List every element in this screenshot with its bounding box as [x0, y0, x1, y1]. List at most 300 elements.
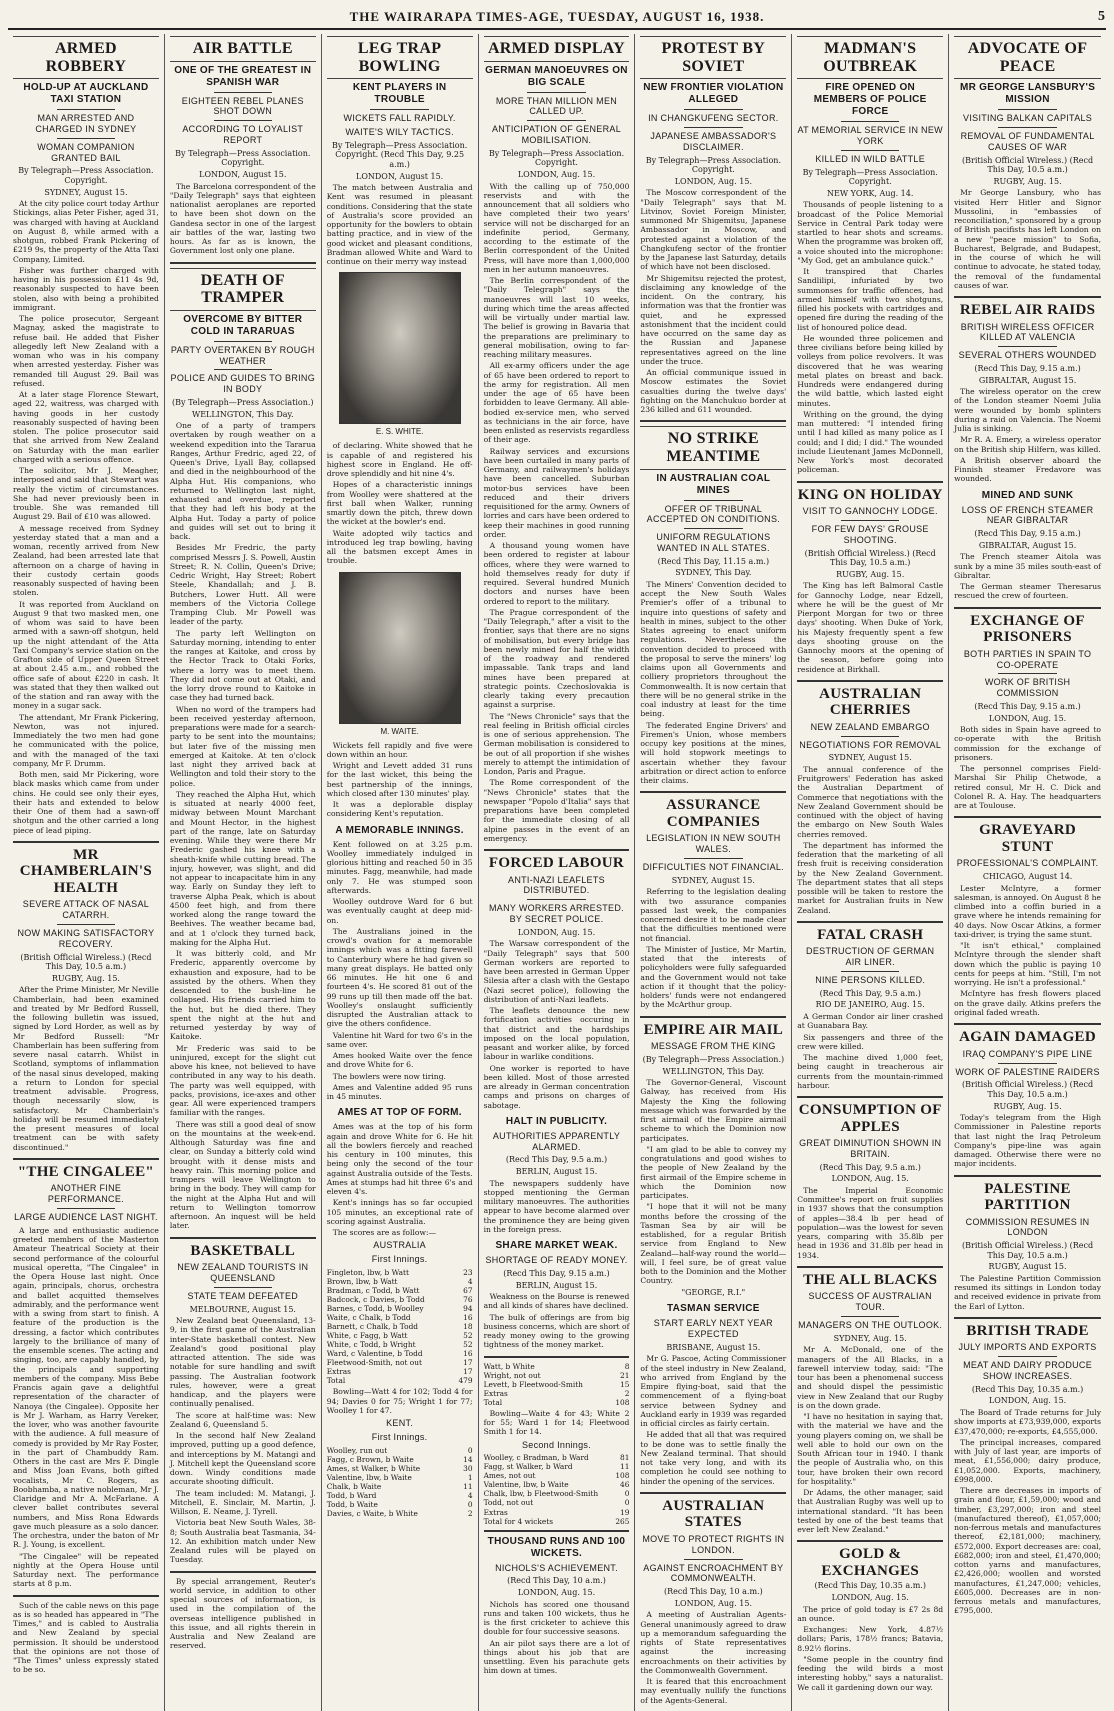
photo-caption: M. WAITE.	[380, 726, 419, 736]
subheadline: IN AUSTRALIAN COAL MINES	[656, 472, 771, 496]
column-1	[8, 34, 165, 1711]
subheadline: KENT PLAYERS IN TROUBLE	[352, 82, 447, 106]
subheadline: LOSS OF FRENCH STEAMER NEAR GIBRALTAR	[961, 504, 1094, 526]
runs: 1	[467, 1472, 473, 1482]
score-row	[484, 1389, 630, 1398]
paragraph: In the second half New Zealand improved, putting up a good defence, and interceptions by M. Matangi and J. Mitchell kept the Queensland score down. Windy conditions made accurate shooting difficult.	[169, 1431, 316, 1487]
batsman: Woolley, c Bradman, b Ward	[483, 1453, 589, 1463]
subheadline: MANY WORKERS ARRESTED. BY SECRET POLICE.	[489, 903, 624, 924]
paragraph: The department has informed the federation that the marketing of all fresh fruit is receiving consideration by the New Zealand Government. The department states that all steps possible will be taken to restore the market for Australian fruits in New Zealand.	[797, 840, 944, 915]
credit: (Recd This Day, 9.5 a.m.)	[819, 988, 921, 998]
headline: PALESTINE PARTITION	[984, 1180, 1071, 1214]
headline: ASSURANCE COMPANIES	[666, 797, 761, 830]
masthead-title: THE WAIRARAPA TIMES-AGE, TUESDAY, AUGUST 16, 1938.	[349, 9, 765, 24]
credit: (British Official Wireless.) (Recd This Day, 10.5 a.m.)	[962, 155, 1094, 175]
paragraph: Mr George Lansbury, who has visited Herr Hitler and Signor Mussolini, in "embassies of reconciliation," sponsored by a group of British pacifists has left London on a new "peace mission" to Sofia, Bucharest, Belgrade, and Budapest, in the course of which he will continue to advocate, he stated today, the removal of the fundamental causes of war.	[954, 188, 1101, 290]
score-row	[484, 1453, 630, 1462]
article-rebel-air-raids	[954, 302, 1101, 484]
paragraph: The Board of Trade returns for July show imports at £73,939,000, exports £37,470,000; re-exports, £4,555,000.	[954, 1408, 1101, 1436]
paragraph: The police prosecutor, Sergeant Magnay, asked the magistrate to refuse bail. He added that Fisher allegedly left New Zealand with a woman who was in his company when arrested yesterday. Fisher was remanded till August 29. Bail was refused.	[13, 314, 159, 388]
paragraph: With the calling up of 750,000 reservists and with the announcement that all soldiers who have completed their two years' service will not be discharged for an indefinite period, Germany, according to the estimate of the Berlin correspondent of the United Press, will have more than 1,000,000 men in her autumn manoeuvres.	[483, 181, 630, 274]
subheadline: ONE OF THE GREATEST IN SPANISH WAR	[174, 64, 312, 88]
dateline: BERLIN, August 15.	[515, 1167, 598, 1177]
innings-heading: First Innings.	[371, 1431, 428, 1442]
paragraph: Valentine hit Ward for two 6's in the same over.	[326, 1030, 473, 1049]
paragraph: Lester McIntyre, a former salesman, is annoyed. On August 8 he climbed into a coffin buried in a grave where he intends remaining for 40 days. Now Oscar Atkins, a former taxi-driver, is trying the same stunt.	[954, 883, 1101, 939]
dateline: GIBRALTAR, August 15.	[978, 375, 1077, 385]
paragraph: A British observer aboard the Finnish steamer Fredavore was wounded.	[954, 455, 1101, 484]
paragraph: An official communique issued in Moscow estimates the Soviet casualties during the twelve days' fighting on the Manchukuo border at 236 killed and 611 wounded.	[640, 368, 787, 415]
score-total: Total 479	[326, 1376, 473, 1386]
batsman: Barnes, c Todd, b Woolley	[326, 1304, 424, 1314]
paragraph: Fisher was further charged with having in his possession £11 4s 9d, reasonably suspected to have been stolen, also with being a prohibited immigrant.	[13, 265, 159, 312]
subheadline: MAN ARRESTED AND CHARGED IN SYDNEY	[35, 113, 137, 134]
batsman: Chalk, b Waite	[326, 1481, 382, 1491]
subheadline: IN CHANGKUFENG SECTOR.	[648, 113, 779, 124]
score-row	[327, 1349, 473, 1358]
bowling-figures: Bowling—Watt 4 for 102; Todd 4 for 94; Davies 0 for 75; Wright 1 for 77; Woolley 1 for 47.	[326, 1387, 473, 1415]
dateline: NEW YORK, Aug. 14.	[827, 188, 914, 198]
article-forced-labour	[484, 855, 630, 1110]
dateline: LONDON, Aug. 15.	[517, 1587, 596, 1597]
subheadline: IRAQ COMPANY'S PIPE LINE	[962, 1048, 1093, 1059]
subheadline: VISIT TO GANNOCHY LODGE.	[802, 506, 938, 517]
paragraph: Mr G. Pascoe, Acting Commissioner of the steel industry in New Zealand, who arrived from England by the Empire flying-boat, said that the commencement of a flying-boat service between Sydney and Auckland early in 1939 was regarded in official circles as fairly certain.	[640, 1354, 787, 1429]
runs: 0	[624, 1489, 630, 1499]
runs: 11	[463, 1481, 473, 1491]
paragraph: The party left Wellington on Saturday morning, intending to enter the ranges at Kaitoke, and cross by the Hector Track to Otaki Forks, where a lorry was to meet them. They did not come out at Otaki, and the lorry drove round to Kaitoke in case they had turned back.	[169, 628, 316, 703]
portrait-photo	[339, 572, 461, 724]
paragraph: At the city police court today Arthur Stickings, alias Peter Fisher, aged 31, was charged with having at Auckland on August 8, while armed with a shotgun, robbed Frank Pickering of £219 9s, the property of the Atta Taxi Company, Limited.	[13, 199, 159, 264]
paragraph: The Rome correspondent of the "News Chronicle" states that the newspaper "Popolo d'Italia" says that preparations have been completed for the immediate closing of all alpine passes in the event of an emergency.	[483, 778, 630, 843]
subheadline: ANTICIPATION OF GENERAL MOBILISATION.	[491, 124, 622, 145]
score-row	[484, 1371, 630, 1380]
paragraph: "I am glad to be able to convey my congratulations and good wishes to the people of New Zealand by the first airmail of the Empire scheme in which the Dominion now participates.	[640, 1144, 787, 1201]
paragraph: Wright and Levett added 31 runs for the last wicket, this being the best partnership of the innings, which closed after 130 minutes' play.	[326, 761, 473, 798]
article-nichols	[484, 1536, 630, 1676]
headline: AIR BATTLE	[170, 36, 316, 62]
score-row	[484, 1462, 630, 1471]
subheadline: GERMAN MANOEUVRES ON BIG SCALE	[485, 64, 628, 88]
runs: 14	[463, 1454, 473, 1464]
headline: AGAIN DAMAGED	[959, 1029, 1096, 1046]
headline: DEATH OF TRAMPER	[170, 268, 316, 311]
column-7	[949, 34, 1106, 1711]
paragraph: All ex-army officers under the age of 65 have been ordered to report to the army for registration. All men under the age of 65 have been forbidden to leave Germany. All able-bodied ex-service men, who served as technicians in the air force, have been enlisted as reservists regardless of their age.	[483, 361, 630, 445]
innings-heading: Second Innings.	[521, 1439, 592, 1450]
paragraph: The attendant, Mr Frank Pickering, Newton, was not injured. Immediately the two men had gone he communicated with the police, and with the managed of the taxi company, Mr F. Drumm.	[13, 712, 159, 768]
dateline: LONDON, Aug. 15.	[517, 927, 596, 937]
score-row	[327, 1277, 473, 1286]
subheadline: NEW ZEALAND TOURISTS IN QUEENSLAND	[177, 1262, 309, 1283]
batsman: Fagg, c Brown, b Waite	[326, 1454, 414, 1464]
paragraph: The federated Engine Drivers' and Firemen's Union, whose members occupy key positions at the mines, will hold stopwork meetings to ascertain whether they favour arbitration or direct action to enforce their claims.	[640, 720, 787, 786]
headline: GOLD & EXCHANGES	[821, 1546, 920, 1579]
copyright-notice: Such of the cable news on this page as is so headed has appeared in "The Times," and is cabled to Australia and New Zealand by special permission. It should be understood that the opinions are not those of "The Times" unless expressly stated to be so.	[13, 1600, 159, 1675]
batsman: Fingleton, lbw, b Watt	[326, 1268, 409, 1277]
bowling-figures: Bowling—Waite 4 for 43; White 2 for 55; Ward 1 for 14; Fleetwood Smith 1 for 14.	[483, 1408, 630, 1437]
subheadline: WORK OF PALESTINE RAIDERS	[955, 1066, 1100, 1077]
paragraph: An air pilot says there are a lot of things about his job that are unsettling. Even his parachute gets him down at times.	[483, 1638, 630, 1676]
article-king-holiday	[797, 487, 943, 674]
score-row	[327, 1482, 473, 1491]
article-leg-trap-bowling	[327, 36, 473, 819]
runs: 18	[463, 1322, 473, 1332]
team-heading: AUSTRALIA	[373, 1240, 426, 1251]
dateline: RUGBY, Aug. 15.	[993, 176, 1062, 186]
dateline: SYDNEY, This Day.	[675, 568, 752, 578]
paragraph: There was still a good deal of snow on the mountains at the week-end. Although Saturday was fine and clear, on Sunday a bitterly cold wind brought with it dense mists and heavy rain. This morning police and trampers will leave Wellington to bring in the body. They will camp for the night at the Alpha Hut and will return to Wellington tomorrow afternoon. An inquest will be held later.	[169, 1119, 316, 1231]
subheadline: JAPANESE AMBASSADOR'S DISCLAIMER.	[650, 130, 777, 152]
paragraph: He added that all that was required to be done was to settle finally the New Zealand terminal. That should not take very long, and with its completion he could see nothing to hinder the opening of the services.	[640, 1430, 787, 1486]
headline: AUSTRALIAN CHERRIES	[819, 685, 922, 719]
runs: 17	[463, 1358, 473, 1368]
headline: "THE CINGALEE"	[17, 1163, 155, 1180]
paragraph: It was a deplorable display considering Kent's reputation.	[326, 800, 473, 819]
article-tasman-service	[640, 1303, 786, 1486]
paragraph: The annual conference of the Fruitgrowers' Federation has asked the Australian Department of Commerce that negotiations with the New Zealand Government should be continued with the object of having the embargo on New South Wales cherries removed.	[797, 764, 944, 839]
subheadline: LARGE AUDIENCE LAST NIGHT.	[14, 1211, 158, 1222]
runs: 2	[467, 1508, 473, 1518]
credit: By Telegraph—Press Association. Copyright.	[175, 148, 311, 168]
article-again-damaged	[954, 1029, 1101, 1168]
score-row	[484, 1489, 630, 1498]
article-empire-air-mail	[640, 1022, 786, 1298]
columns	[8, 34, 1106, 1705]
paragraph: Dr Adams, the other manager, said that Australian Rugby was well up to international standard. "It has been tested by one of the best teams that ever left New Zealand."	[797, 1488, 944, 1535]
score-row	[484, 1498, 630, 1507]
headline: EXCHANGE OF PRISONERS	[970, 612, 1085, 646]
credit: (Recd This Day, 10 a.m.)	[663, 1587, 763, 1597]
credit: (Recd This Day, 9.5 a.m.)	[819, 1162, 921, 1172]
paragraph: The wireless operator on the crew of the London steamer Noemi Julia were wounded by bomb splinters during a raid on Valencia. The Noemi Julia is sinking.	[954, 387, 1101, 434]
column-2	[165, 34, 322, 1711]
batsman: Ames, not out	[483, 1471, 536, 1481]
score-row	[327, 1491, 473, 1500]
subheadline: TASMAN SERVICE	[666, 1303, 760, 1315]
credit: By Telegraph—Press Association. Copyright.	[18, 166, 154, 185]
article-madman	[797, 36, 943, 475]
subheadline: NOW MAKING SATISFACTORY RECOVERY.	[17, 928, 155, 949]
paragraph: The German steamer Theresarus rescued the crew of fourteen.	[954, 582, 1101, 601]
paragraph: A large and enthusiastic audience greeted members of the Masterton Amateur Theatrical Society at their second performance of the colourful musical operetta, "The Cingalee" in the Opera House last night. Once again, principals, chorus, orchestra and ballet acquitted themselves admirably, and the performance went with a swing from start to finish. A feature of the production is the dressing, a factor which contributes largely to the brilliance of many of the ensemble scenes. The acting and singing, too, are capably handled, by the principals and supporting members of the company. Miss Bebe Francis again gave a delightful representation of the character of Nanoya (the Cingalee). Opposite her is Mr J. Warham, as Harry Vereker, the lover, who was another favourite with the audience. A full measure of comedy is provided by Mr Ray Foster, in the part of Chambuddy Ram. Others in the cast are Mrs F. Dingle and Miss Joan Evans, both gifted vocalists, Mr C. Rogers, as Boobhamba, a native nobleman, Mr J. Claridge and Mr A. McFarlane. A clever ballet contributes several numbers, and Miss Rona Edwards gave much pleasure as a solo dancer. The orchestra, under the baton of Mr R. J. Young, is excellent.	[13, 1225, 159, 1550]
paragraph: It is feared that this encroachment may eventually nullify the functions of the Agents-General.	[640, 1677, 787, 1705]
dateline: SYDNEY, August 15.	[44, 187, 128, 197]
team-heading: KENT.	[386, 1418, 414, 1429]
article-australian-states	[640, 1498, 786, 1705]
dateline: LONDON, August 15.	[199, 169, 287, 179]
paragraph: It transpired that Charles Sandlilipi, infuriated by two summonses for traffic offences, had armed himself with two shotguns, filled his pockets with cartridges and opened fire during the reading of the list of honoured police dead.	[797, 267, 944, 332]
credit: (Recd This Day, 10 a.m.)	[507, 1576, 606, 1586]
headline: REBEL AIR RAIDS	[959, 302, 1096, 319]
paragraph: "It isn't ethical," complained McIntyre through the slender shaft down which the public is paying 10 cents for peeps at him. "Still, I'm not worrying. He isn't a professional."	[954, 941, 1101, 988]
score-row	[327, 1473, 473, 1482]
paragraph: A message received from Sydney yesterday stated that a man and a woman, recently arrived from New Zealand, had been arrested late that afternoon on a charge of having in their custody certain goods reasonably suspected of having been stolen.	[13, 523, 159, 598]
paragraph: The Barcelona correspondent of the "Daily Telegraph" says that eighteen nationalist aeroplanes are reported to have been shot down on the Gandesa sector in one of the largest air battles of the war, lasting two hours. As far as is known, the Government lost only one plane.	[169, 181, 316, 256]
runs: 30	[463, 1463, 473, 1473]
paragraph: It was reported from Auckland on August 9 that two masked men, one of whom was said to have been armed with a sawn-off shotgun, held up the night attendant of the Atta Taxi Company's service station on the Grafton side of Upper Queen Street at about 2.45 a.m., and robbed the office safe of about £220 in cash. It was stated that they then walked out of the station and ran away with the money in a sugar sack.	[13, 599, 159, 711]
paragraph: There are decreases in imports of grain and flour, £1,59,000; wood and timber, £3,297,000; iron and steel (manufactured thereof), £1,057,000; non-ferrous metals and manufactures thereof, £2,181,000; machinery, £572,000. Export decreases are: coal, £682,000; iron and steel, £1,470,000; cotton yarns and manufactures, £2,426,000; woollen and worsted manufactures, £1,247,000; vehicles, £605,000. Decreases are in non-ferrous metals and manufactures, £795,000.	[954, 1486, 1101, 1616]
score-total: Total for 4 wickets 265	[483, 1516, 630, 1526]
dateline: RUGBY, Aug. 15.	[993, 1101, 1062, 1111]
paragraph: Mr Frederic was said to be uninjured, except for the slight cut above his knee, not believed to have contributed in any way to his death. The party was well equipped, with packs, provisions, ice-axes and other gear. All were experienced trampers familiar with the ranges.	[169, 1043, 316, 1118]
paragraph: Mr A. McDonald, one of the managers of the All Blacks, in a farewell interview today, said: "The tour has been a phenomenal success and should dispel the pessimistic view in New Zealand that our Rugby is on the down grade.	[797, 1345, 944, 1410]
runs: 2	[624, 1388, 630, 1398]
article-ames	[327, 1107, 473, 1518]
headline: FORCED LABOUR	[488, 855, 625, 872]
batsman: Levett, b Fleetwood-Smith	[483, 1379, 583, 1389]
paragraph: It was bitterly cold, and Mr Frederic, apparently overcome by exhaustion and exposure, had to be assisted by the others. When they descended to the bush-line he collapsed. His friends carried him to the hut, but he died there. They spent the night at the hut and returned yesterday by way of Kaitoke.	[169, 949, 316, 1042]
paragraph: A German Condor air liner crashed at Guanabara Bay.	[797, 1012, 944, 1031]
subheadline: SEVERE ATTACK OF NASAL CATARRH.	[22, 899, 150, 921]
runs: 108	[615, 1471, 630, 1481]
subheadline: MINED AND SUNK	[981, 489, 1074, 501]
paragraph: "I have no hesitation in saying that, with the material we have and the young players coming on, we shall be well able to hold our own on the South African tour in 1940. I thank the people of Australia who, on this tour, have broken their own record for hospitality."	[797, 1412, 944, 1486]
credit: (British Official Wireless.) (Recd This Day, 10.5 a.m.)	[20, 952, 152, 972]
paragraph: Ames and Valentine added 95 runs in 45 minutes.	[326, 1082, 473, 1102]
paragraph: The Moscow correspondent of the "Daily Telegraph" says that M. Litvinov, Soviet Foreign Minister, summoned Mr Shigemitsu, Japanese Ambassador in Moscow, and protested against a violation of the Changkufeng sector of the frontier by the Japanese last Saturday, details of which have not been disclosed.	[640, 188, 787, 272]
batsman: Fleetwood-Smith, not out	[326, 1358, 422, 1368]
paragraph: Today's telegram from the High Commissioner in Palestine reports that last night the Iraq Petroleum Company's pipe-line was again damaged. Otherwise there were no major incidents.	[954, 1113, 1101, 1169]
subheadline: BRITISH WIRELESS OFFICER KILLED AT VALENCIA	[960, 321, 1095, 343]
batsman: Brown, lbw, b Watt	[326, 1277, 398, 1287]
subheadline: MESSAGE FROM THE KING	[651, 1041, 776, 1052]
score-row	[327, 1340, 473, 1349]
subheadline: LEGISLATION IN NEW SOUTH WALES.	[646, 833, 781, 855]
dateline: RUGBY, August 15.	[988, 1262, 1067, 1272]
credit: (Recd This Day, 9.15 a.m.)	[974, 529, 1081, 539]
score-row	[484, 1471, 630, 1480]
dateline: LONDON, Aug. 15.	[988, 713, 1067, 723]
dateline: LONDON, Aug. 15.	[674, 176, 752, 186]
dateline: RUGBY, Aug. 15.	[51, 973, 120, 983]
paragraph: A meeting of Australian Agents-General unanimously agreed to draw up a memorandum safeguarding the rights of State representatives against the increasing encroachments on their activities by the Commonwealth Government.	[640, 1610, 787, 1675]
runs: 94	[463, 1304, 473, 1314]
dateline: LONDON, Aug. 15.	[517, 169, 596, 179]
credit: (British Official Wireless.) (Recd This Day, 10.5 a.m.)	[962, 1080, 1094, 1099]
score-row	[327, 1358, 473, 1367]
subheadline: AUTHORITIES APPARENTLY ALARMED.	[492, 1130, 621, 1152]
runs: 16	[463, 1313, 473, 1323]
credit: (Recd This Day, 10.35 a.m.)	[971, 1384, 1084, 1394]
dateline: LONDON, Aug. 15.	[988, 1396, 1067, 1406]
paragraph: The Palestine Partition Commission resumed its sittings in London today and received evidence in private from the Earl of Lytton.	[954, 1273, 1101, 1311]
headline: CONSUMPTION OF APPLES	[798, 1102, 942, 1135]
dateline: LONDON, August 15.	[356, 171, 444, 181]
subheadline: VISITING BALKAN CAPITALS	[963, 113, 1093, 124]
paragraph: McIntyre has fresh flowers placed on the grave daily. Atkins prefers the original faded wreath.	[954, 989, 1101, 1017]
subheadline: WAITE'S WILY TACTICS.	[345, 126, 454, 137]
paragraph: The match between Australia and Kent was resumed in pleasant conditions. Considering that the state of Australia's score provided an opportunity for the bowlers to obtain batting practice, and in view of the good wicket and pleasant conditions, Bradman allowed White and Ward to continue on their merry way instead	[326, 183, 473, 267]
paragraph: Railway services and excursions have been curtailed in many parts of Germany, and railwaymen's holidays have been cancelled. Suburban motor-bus services have been reduced and their drivers requisitioned for the army. Owners of lorries and cars have been ordered to keep their machines in good running order.	[483, 446, 630, 539]
headline: MADMAN'S OUTBREAK	[797, 36, 943, 79]
subheadline: AMES AT TOP OF FORM.	[337, 1107, 462, 1119]
subheadline: HOLD-UP AT AUCKLAND TAXI STATION	[23, 82, 149, 106]
article-cingalee	[13, 1164, 159, 1589]
headline: ADVOCATE OF PEACE	[954, 36, 1101, 79]
score-row	[484, 1508, 630, 1517]
paragraph: Weakness on the Bourse is renewed and all kinds of shares have declined.	[483, 1292, 630, 1311]
dateline: GIBRALTAR, August 15.	[978, 540, 1077, 550]
paragraph: Both men, said Mr Pickering, wore black masks which came from under chins. He could see only their eyes, their hats and extended to below their One of them had a sawn-off shotgun and the other carried a long piece of lead piping.	[13, 770, 159, 835]
headline: PROTEST BY SOVIET	[640, 36, 786, 79]
batsman: Woolley, run out	[326, 1445, 388, 1455]
headline: NO STRIKE MEANTIME	[640, 426, 786, 469]
subheadline: DESTRUCTION OF GERMAN AIR LINER.	[806, 946, 935, 968]
subheadline: ANOTHER FINE PERFORMANCE.	[47, 1183, 124, 1205]
batsman: Barnett, c Chalk, b Todd	[326, 1322, 419, 1332]
paragraph: At a later stage Florence Stewart, aged 22, waitress, was charged with having goods in her custody reasonably suspected of having been stolen. The police prosecutor said that she arrived from New Zealand on Saturday with the man earlier charged with a serious offence.	[13, 390, 159, 464]
paragraph: Nichols has scored one thousand runs and taken 100 wickets, thus he is the first cricketer to achieve this double for four successive seasons.	[483, 1599, 630, 1637]
subheadline: OVERCOME BY BITTER COLD IN TARARUAS	[183, 313, 303, 337]
paragraph: The Miners' Convention decided to accept the New South Wales Premier's offer of a tribunal to inquire into questions of safety and health in mines, subject to the other States agreeing to enact uniform regulations. Nevertheless the convention decided to proceed with the proposal to serve the miners' log claims upon all Governments and colliery proprietors throughout the Commonwealth. It is now certain that there will be no general strike in the coal industry at least for the time being.	[640, 579, 787, 719]
article-palestine-partition	[954, 1181, 1101, 1311]
paragraph: Thousands of people listening to a broadcast of the Police Memorial Service in Central Park today were startled to hear shots and screams. When the programme was broken off, a voice shouted into the microphone: "My God, get an ambulance quick."	[797, 200, 944, 265]
subheadline: KILLED IN WILD BATTLE	[815, 153, 926, 164]
dateline: LONDON, Aug. 15.	[831, 1592, 909, 1602]
dateline: RIO DE JANEIRO, Aug. 15.	[815, 1000, 925, 1010]
runs: 16	[463, 1349, 473, 1359]
article-soviet-protest	[640, 36, 786, 414]
article-basketball	[170, 1243, 316, 1565]
headline: AUSTRALIAN STATES	[662, 1497, 765, 1531]
headline: ARMED ROBBERY	[13, 36, 159, 79]
subheadline: COMMISSION RESUMES IN LONDON	[965, 1216, 1090, 1238]
subheadline: PROFESSIONAL'S COMPLAINT.	[956, 858, 1099, 869]
paragraph: Wickets fell rapidly and five were down within an hour.	[326, 740, 473, 759]
batsman: White, c Todd, b Wright	[326, 1340, 416, 1350]
dateline: WELLINGTON, This Day.	[191, 409, 294, 419]
subheadline: UNIFORM REGULATIONS WANTED IN ALL STATES.	[656, 532, 771, 553]
subheadline: MR GEORGE LANSBURY'S MISSION	[959, 82, 1096, 106]
score-row	[327, 1331, 473, 1340]
subheadline: MORE THAN MILLION MEN CALLED UP.	[495, 95, 618, 117]
subheadline: SUCCESS OF AUSTRALIAN TOUR.	[808, 1291, 932, 1313]
page-number: 5	[1098, 9, 1106, 24]
column-4	[479, 34, 636, 1711]
subheadline: FOR FEW DAYS' GROUSE SHOOTING.	[811, 523, 929, 545]
batsman: Wright, not out	[483, 1370, 541, 1380]
score-row	[327, 1313, 473, 1322]
paragraph: The score at half-time was: New Zealand 6, Queensland 5.	[169, 1410, 316, 1429]
score-row	[484, 1380, 630, 1389]
score-row	[327, 1286, 473, 1295]
batsman: White, c Fagg, b Watt	[326, 1331, 408, 1341]
reuter-notice: By special arrangement, Reuter's world service, in addition to other special sources of information, is used in the compilation of the overseas intelligence published in this issue, and all rights therein in Australia and New Zealand are reserved.	[169, 1576, 316, 1651]
score-row	[484, 1362, 630, 1371]
subheadline: GREAT DIMINUTION SHOWN IN BRITAIN.	[799, 1138, 942, 1159]
signature: "GEORGE, R.I."	[681, 1287, 746, 1297]
article-gold-exchanges	[797, 1546, 943, 1691]
runs: 0	[624, 1498, 630, 1508]
runs: 4	[467, 1490, 473, 1500]
runs: 67	[463, 1286, 473, 1296]
runs: 81	[620, 1453, 630, 1463]
subheadline: SEVERAL OTHERS WOUNDED	[958, 350, 1097, 361]
credit: (Recd This Day, 9.15 a.m.)	[974, 701, 1081, 711]
paragraph: The personnel comprises Field-Marshal Sir Philip Chetwode, a retired consul, Mr H. C. Dick and Colonel R. A. Hay. The headquarters are at Toulouse.	[954, 764, 1101, 811]
headline: MR CHAMBERLAIN'S HEALTH	[19, 846, 153, 896]
credit: (Recd This Day, 10.35 a.m.)	[814, 1581, 926, 1591]
article-advocate-peace	[954, 36, 1101, 290]
subheadline: MANAGERS ON THE OUTLOOK.	[798, 1319, 943, 1330]
paragraph: Besides Mr Fredric, the party comprised Messrs J. S. Powell, Austin Street; R. N. Collin, Queen's Drive; Cedric Wright, Hay Street; Robert Steele, Khandallah; and J. B. Butchers, Lower Hutt. All were members of the Victoria College Tramping Club. Mr Powell was leader of the party.	[169, 543, 316, 627]
subheadline: FIRE OPENED ON MEMBERS OF POLICE FORCE	[813, 82, 927, 118]
article-all-blacks	[797, 1272, 943, 1534]
column-6	[792, 34, 949, 1711]
article-graveyard-stunt	[954, 822, 1101, 1017]
article-memorable-innings	[327, 825, 473, 1102]
subheadline: NEW FRONTIER VIOLATION ALLEGED	[643, 82, 784, 106]
paragraph: The Australians joined in the crowd's ovation for a memorable innings which was a fitting farewell to Canterbury where he had given so many great displays. He batted only 66 minutes. He hit one 6 and fourteen 4's. He scored 81 out of the 99 runs up till then made off the bat. Woolley's onslaught sufficiently disrupted the Australian attack to give the others confidence.	[326, 926, 473, 1029]
batsman: Extras	[326, 1367, 351, 1377]
batsman: Watt, b White	[483, 1361, 535, 1371]
credit: By Telegraph—Press Association. Copyright.	[802, 167, 938, 187]
subheadline: PARTY OVERTAKEN BY ROUGH WEATHER	[170, 344, 315, 366]
score-row	[327, 1455, 473, 1464]
paragraph: A thousand young women have been ordered to register at labour offices, where they were warned to hold themselves ready for duty if required. Several hundred Munich doctors and nurses have been ordered to report to the military.	[483, 541, 630, 606]
runs: 46	[620, 1480, 630, 1490]
paragraph: The machine dived 1,000 feet, being caught in treacherous air currents from the mountain-rimmed harbour.	[797, 1053, 944, 1090]
subheadline: AT MEMORIAL SERVICE IN NEW YORK	[797, 125, 943, 146]
dateline: BRISBANE, August 15.	[666, 1342, 761, 1352]
paragraph: Kent's innings has so far occupied 105 minutes, an exceptional rate of scoring against Australia.	[326, 1198, 473, 1226]
runs: 52	[463, 1340, 473, 1350]
score-row	[327, 1304, 473, 1313]
batsman: Extras	[483, 1388, 508, 1398]
score-row	[327, 1500, 473, 1509]
runs: 17	[463, 1367, 473, 1377]
score-row	[327, 1446, 473, 1455]
paragraph: Six passengers and three of the crew were killed.	[797, 1032, 944, 1051]
paragraph: The "News Chronicle" says that the real feeling in British official circles is one of serious apprehension. The German mobilisation is considered to be out of all proportion if she wishes merely to attempt the intimidation of London, Paris and Prague.	[483, 711, 630, 777]
dateline: BERLIN, August 15.	[515, 1280, 598, 1290]
paragraph: The leaflets denounce the new fortification activities occuring in that district and the hardships imposed on the local population, peasant and worker alike, by forced labour in warlike conditions.	[483, 1006, 630, 1062]
paragraph: Ames hooked Waite over the fence and drove White for 6.	[326, 1051, 473, 1070]
article-no-strike	[640, 426, 786, 785]
subheadline: OFFER OF TRIBUNAL ACCEPTED ON CONDITIONS.	[646, 503, 781, 525]
paragraph: The Governor-General, Viscount Galway, has received from His Majesty the King the following message which was forwarded by the first airmail of the Empire airmail scheme to which the Dominion now participates.	[640, 1078, 787, 1143]
subheadline: MOVE TO PROTECT RIGHTS IN LONDON.	[642, 1533, 785, 1555]
article-armed-robbery	[13, 36, 159, 835]
dateline: RUGBY, Aug. 15.	[836, 569, 905, 579]
paragraph: Waite adopted wily tactics and introduced leg trap bowling, having all the batsmen except Ames in trouble.	[326, 528, 473, 566]
column-3	[322, 34, 479, 1711]
headline: EMPIRE AIR MAIL	[643, 1021, 784, 1038]
article-tramper	[170, 268, 316, 1231]
dateline: SYDNEY, Aug. 15.	[833, 1333, 907, 1343]
paragraph: He wounded three policemen and three civilians before being killed by volleys from police revolvers. It was discovered that he was wearing metal plates on breast and back. Hundreds were endangered during the wild battle, which lasted eight minutes.	[797, 333, 944, 408]
runs: 15	[620, 1379, 630, 1389]
headline: GRAVEYARD STUNT	[979, 822, 1077, 855]
paragraph: Exchanges: New York, 4.87½ dollars; Paris, 178½ francs; Batavia, 8.92½ florins.	[797, 1625, 944, 1653]
paragraph: After the Prime Minister, Mr Neville Chamberlain, had been examined and treated by Mr Bedford Russell, the following bulletin was issued, signed by Lord Horder, as well as by Mr Bedford Russell: "Mr Chamberlain has been suffering from severe nasal catarrh. Whilst in Scotland, symptoms of inflammation of the nasal sinus developed, making a return to London for special treatment advisable. Progress, though necessarily slow, is satisfactory. Mr Chamberlain's holiday will be resumed immediately the present measures of local treatment can be with safety discontinued."	[13, 985, 159, 1152]
paragraph: The Imperial Economic Committee's report on fruit supplies in 1937 shows that the consumption of apples—38.4 lb per head of population—was the lowest for seven years, comparing with 35.8lb per head in 1936 and 31.8lb per head in 1934.	[797, 1185, 944, 1260]
batsman: Badcock, c Davies, b Todd	[326, 1295, 425, 1305]
paragraph: Kent followed on at 3.25 p.m. Woolley immediately indulged in glorious hitting and reached 50 in 35 minutes. Fagg, meanwhile, had made only 7. He was stumped soon afterwards.	[326, 839, 473, 895]
innings-heading: First Innings.	[371, 1254, 428, 1265]
dateline: WELLINGTON, This Day.	[662, 1066, 765, 1076]
credit: (By Telegraph—Press Association.)	[172, 397, 314, 407]
subheadline: A MEMORABLE INNINGS.	[335, 824, 464, 836]
subheadline: EIGHTEEN REBEL PLANES SHOT DOWN	[181, 95, 304, 117]
credit: (Recd This Day, 11.15 a.m.)	[657, 556, 770, 566]
portrait-photo	[339, 272, 461, 424]
batsman: Ames, st Walker, b White	[326, 1463, 421, 1473]
dateline: CHICAGO, August 14.	[982, 872, 1073, 882]
batsman: Valentine, lbw, b Waite	[483, 1480, 569, 1490]
article-share-market	[484, 1240, 630, 1349]
